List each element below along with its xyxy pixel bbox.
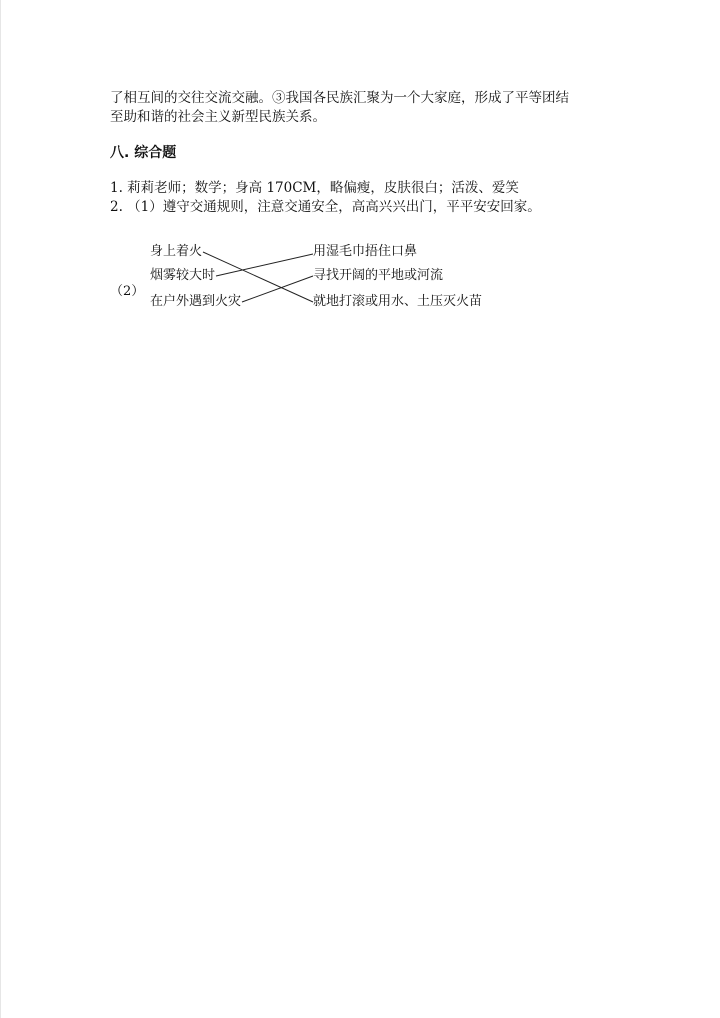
left-item-1: 身上着火 bbox=[150, 244, 203, 259]
left-item-3: 在户外遇到火灾 bbox=[150, 294, 242, 309]
right-item-1: 用湿毛巾捂住口鼻 bbox=[313, 244, 418, 259]
connector-line-1-3 bbox=[203, 252, 313, 302]
section-heading: 八. 综合题 bbox=[110, 145, 177, 161]
right-item-2: 寻找开阔的平地或河流 bbox=[313, 268, 444, 283]
answer-2-part-1: 2. （1）遵守交通规则，注意交通安全，高高兴兴出门，平平安安回家。 bbox=[110, 199, 541, 215]
paragraph-line-1: 了相互间的交往交流交融。③我国各民族汇聚为一个大家庭，形成了平等团结 bbox=[110, 90, 569, 106]
right-item-3: 就地打滚或用水、土压灭火苗 bbox=[313, 294, 483, 309]
paragraph-line-2: 至助和谐的社会主义新型民族关系。 bbox=[110, 109, 326, 125]
answer-2-part-2-label: （2） bbox=[110, 284, 145, 299]
answer-1: 1. 莉莉老师；数学；身高 170CM，略偏瘦，皮肤很白；活泼、爱笑 bbox=[110, 180, 519, 196]
connector-line-3-2 bbox=[242, 276, 313, 302]
left-item-2: 烟雾较大时 bbox=[150, 268, 216, 283]
